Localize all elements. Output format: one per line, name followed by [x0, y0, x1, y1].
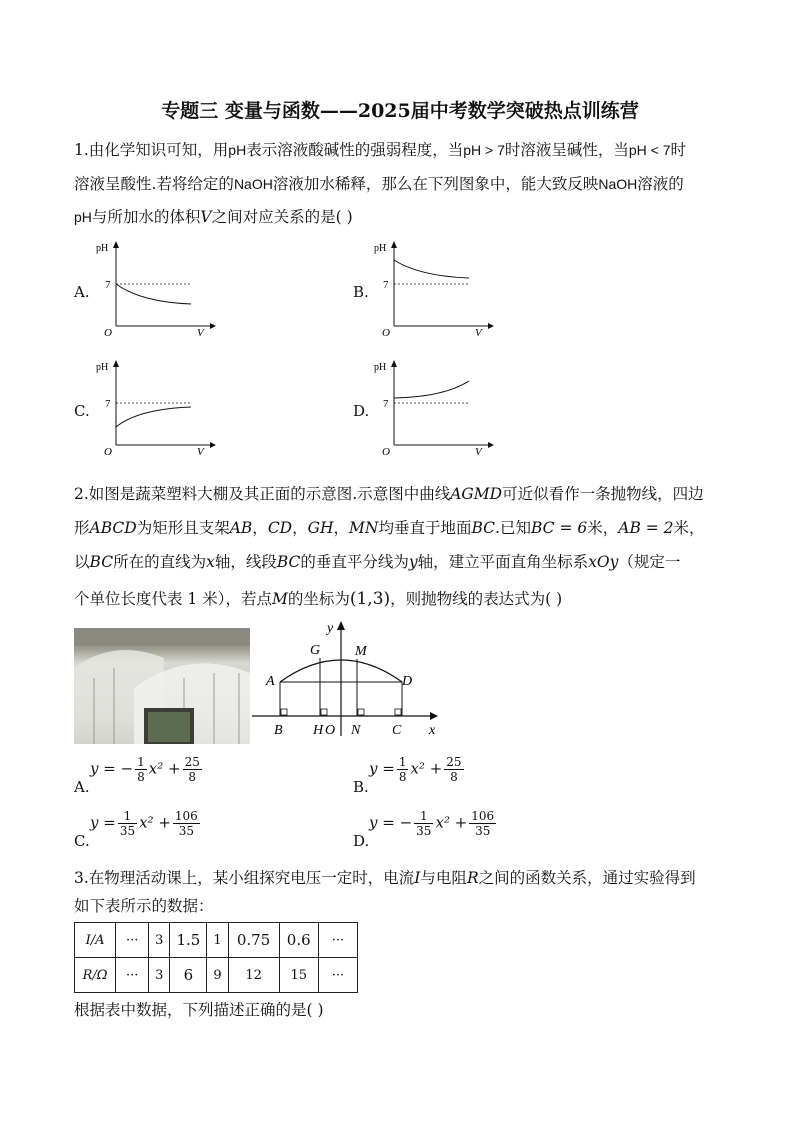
table-cell: 12: [228, 958, 279, 993]
table-cell: ···: [116, 923, 149, 958]
table-cell: ···: [116, 958, 149, 993]
table-cell: 3: [149, 958, 170, 993]
q2-text: 轴，线段: [214, 553, 277, 571]
origin-label: O: [104, 327, 112, 338]
q2-text: 2.如图是蔬菜塑料大棚及其正面的示意图.示意图中曲线: [74, 485, 451, 503]
q1-text: 表示溶液酸碱性的强弱程度，当: [246, 141, 464, 159]
origin-label: O: [104, 446, 112, 457]
formula-lhs: y =: [90, 813, 116, 832]
q2-option-d-label: D.: [353, 832, 370, 850]
diagram-label-d: D: [402, 674, 413, 689]
formula-mid: x² +: [435, 813, 468, 832]
q2-option-d-formula: [369, 809, 498, 838]
numerator: 106: [174, 809, 198, 823]
table-row: [75, 923, 358, 958]
axis-label-ph: pH: [96, 243, 109, 254]
fraction: [414, 809, 433, 838]
diagram-label-c: C: [392, 723, 402, 738]
q1-graph-a: [96, 238, 216, 338]
numerator: 25: [184, 755, 200, 769]
origin-label: O: [382, 446, 390, 457]
q2-text: 米，: [673, 519, 705, 537]
q2-line1: [74, 482, 704, 504]
fraction: [118, 809, 137, 838]
tick-label-7: 7: [383, 279, 389, 291]
q2-text: （规定一: [618, 553, 681, 571]
greenhouse-photo: [74, 628, 250, 744]
tick-label-7: 7: [383, 398, 389, 410]
fraction: [469, 809, 496, 838]
q1-text: 溶液加水稀释，那么在下列图象中，能大致反映: [272, 175, 599, 193]
coordinate-system: xOy: [588, 553, 619, 571]
denominator: 8: [137, 770, 145, 784]
numerator: 25: [446, 755, 462, 769]
formula-lhs: y = −: [90, 759, 134, 778]
origin-label: O: [382, 327, 390, 338]
rect-abcd: ABCD: [89, 519, 137, 537]
table-row: [75, 958, 358, 993]
formula-lhs: y = −: [369, 813, 413, 832]
segment-mn: MN: [349, 519, 379, 537]
q1-line2: [74, 172, 684, 194]
table-cell: 15: [279, 958, 318, 993]
fraction: [173, 809, 200, 838]
q1-text: 时溶液呈碱性，当: [504, 141, 629, 159]
volume-symbol: V: [200, 208, 212, 226]
ph-symbol: pH: [228, 142, 247, 158]
segment-bc: BC: [471, 519, 496, 537]
tick-label-7: 7: [105, 279, 111, 291]
fraction: [397, 755, 409, 784]
denominator: 35: [416, 824, 432, 838]
diagram-label-n: N: [351, 723, 361, 738]
resistance-symbol: R: [466, 869, 479, 887]
parabola-diagram: [252, 618, 452, 746]
ph-condition: pH < 7: [628, 142, 671, 158]
q3-text: 之间的函数关系，通过实验得到: [478, 869, 696, 887]
denominator: 35: [178, 824, 194, 838]
q3-line2: 如下表所示的数据：: [74, 897, 214, 915]
q1-line1: [74, 138, 686, 160]
formula-mid: x² +: [148, 759, 181, 778]
table-cell: 3: [149, 923, 170, 958]
diagram-label-y: y: [327, 621, 334, 636]
table-header-cell: I/A: [75, 923, 116, 958]
q2-text: 的垂直平分线为: [300, 553, 409, 571]
curve-agmd: AGMD: [450, 485, 503, 503]
diagram-label-o: O: [325, 723, 336, 738]
segment-gh: GH: [307, 519, 334, 537]
q1-graph-b: [374, 238, 494, 338]
fraction: [444, 755, 463, 784]
diagram-label-x: x: [429, 723, 436, 738]
q3-line1: [74, 866, 696, 888]
q1-graph-d: [374, 357, 494, 457]
q2-line3: [74, 550, 680, 572]
table-cell: 1: [207, 923, 228, 958]
q2-text: 所在的直线为: [113, 553, 207, 571]
q2-text: .已知: [495, 519, 531, 537]
q1-line3: [74, 205, 353, 227]
q2-line4: [74, 587, 562, 609]
ph-symbol: pH: [74, 209, 92, 225]
formula-lhs: y =: [369, 759, 395, 778]
q1-text: 溶液的: [637, 175, 684, 193]
axis-label-ph: pH: [374, 243, 387, 254]
naoh-symbol: NaOH: [598, 176, 638, 192]
q2-text: 可近似看作一条抛物线，四边: [502, 485, 704, 503]
q1-text: 之间对应关系的是( ): [211, 208, 353, 226]
q2-option-c-label: C.: [74, 832, 90, 850]
q2-text: 均垂直于地面: [378, 519, 472, 537]
bc-length: BC = 6: [530, 519, 588, 537]
q1-graph-c: [96, 357, 216, 457]
q1-option-c-label: C.: [74, 402, 90, 420]
q1-text: 1.由化学知识可知，用: [74, 141, 229, 159]
q2-text: 个单位长度代表 1 米），若点: [74, 590, 272, 608]
q2-text: 米，: [587, 519, 619, 537]
axis-label-v: V: [197, 446, 204, 457]
table-cell: 6: [170, 958, 207, 993]
diagram-label-h: H: [313, 723, 324, 738]
table-cell: 1.5: [170, 923, 207, 958]
q2-text: 以: [74, 553, 90, 571]
q1-text: 与所加水的体积: [91, 208, 201, 226]
page-title: 专题三 变量与函数——2025届中考数学突破热点训练营: [161, 100, 639, 122]
q2-text: ，则抛物线的表达式为( ): [390, 590, 563, 608]
segment-ab: AB: [229, 519, 253, 537]
fraction: [135, 755, 147, 784]
q2-option-c-formula: [90, 809, 202, 838]
greenhouse-photo-drawing: [74, 628, 250, 744]
denominator: 35: [475, 824, 491, 838]
point-m: M: [271, 590, 288, 608]
axis-label-ph: pH: [374, 362, 387, 373]
fraction: [183, 755, 202, 784]
segment-cd: CD: [267, 519, 293, 537]
q3-after-table: 根据表中数据，下列描述正确的是( ): [74, 1001, 324, 1019]
axis-label-ph: pH: [96, 362, 109, 373]
data-table: [74, 922, 358, 993]
denominator: 35: [119, 824, 136, 838]
segment-bc: BC: [89, 553, 114, 571]
denominator: 8: [398, 770, 407, 784]
numerator: 1: [137, 755, 145, 769]
ab-length: AB = 2: [618, 519, 674, 537]
formula-mid: x² +: [139, 813, 171, 832]
q1-text: 时: [670, 141, 687, 159]
q2-option-a-label: A.: [74, 778, 90, 796]
axis-label-v: V: [475, 446, 482, 457]
diagram-label-g: G: [310, 643, 321, 658]
table-cell: 0.75: [228, 923, 279, 958]
q1-option-d-label: D.: [353, 402, 370, 420]
q3-text: 与电阻: [420, 869, 467, 887]
axis-label-v: V: [475, 327, 482, 338]
ph-condition: pH > 7: [463, 142, 505, 158]
diagram-label-m: M: [355, 644, 367, 659]
numerator: 1: [118, 809, 137, 824]
table-cell: ···: [318, 958, 357, 993]
q1-option-b-label: B.: [353, 283, 369, 301]
formula-mid: x² +: [410, 759, 443, 778]
q2-line2: 形ABCD为矩形且支架AB，CD，GH，MN均垂直于地面BC.已知BC = 6米，AB = 2米，: [74, 519, 705, 537]
q2-text: 形: [74, 519, 90, 537]
diagram-label-a: A: [266, 674, 275, 689]
tick-label-7: 7: [105, 398, 111, 410]
denominator: 8: [450, 770, 458, 784]
q2-text: 轴，建立平面直角坐标系: [417, 553, 589, 571]
q1-option-a-label: A.: [74, 283, 90, 301]
q2-text: 的坐标为: [287, 590, 350, 608]
axis-label-v: V: [197, 327, 204, 338]
table-cell: ···: [318, 923, 357, 958]
x-symbol: x: [206, 553, 215, 571]
q2-option-a-formula: [90, 755, 204, 784]
q1-text: 溶液呈酸性.若将给定的: [74, 175, 234, 193]
table-cell: 0.6: [279, 923, 318, 958]
numerator: 1: [398, 755, 407, 769]
denominator: 8: [188, 770, 197, 784]
q2-text: 为矩形且支架: [136, 519, 230, 537]
current-symbol: I: [414, 869, 421, 887]
table-cell: 9: [207, 958, 228, 993]
numerator: 1: [414, 809, 433, 824]
q2-option-b-formula: [369, 755, 466, 784]
segment-bc: BC: [276, 553, 301, 571]
q3-text: 3.在物理活动课上，某小组探究电压一定时，电流: [74, 869, 415, 887]
point-m-coordinate: (1,3): [349, 589, 391, 609]
q2-option-b-label: B.: [353, 778, 369, 796]
naoh-symbol: NaOH: [233, 176, 273, 192]
numerator: 106: [471, 809, 495, 823]
y-symbol: y: [408, 553, 418, 571]
table-header-cell: R/Ω: [75, 958, 116, 993]
diagram-label-b: B: [274, 723, 283, 738]
